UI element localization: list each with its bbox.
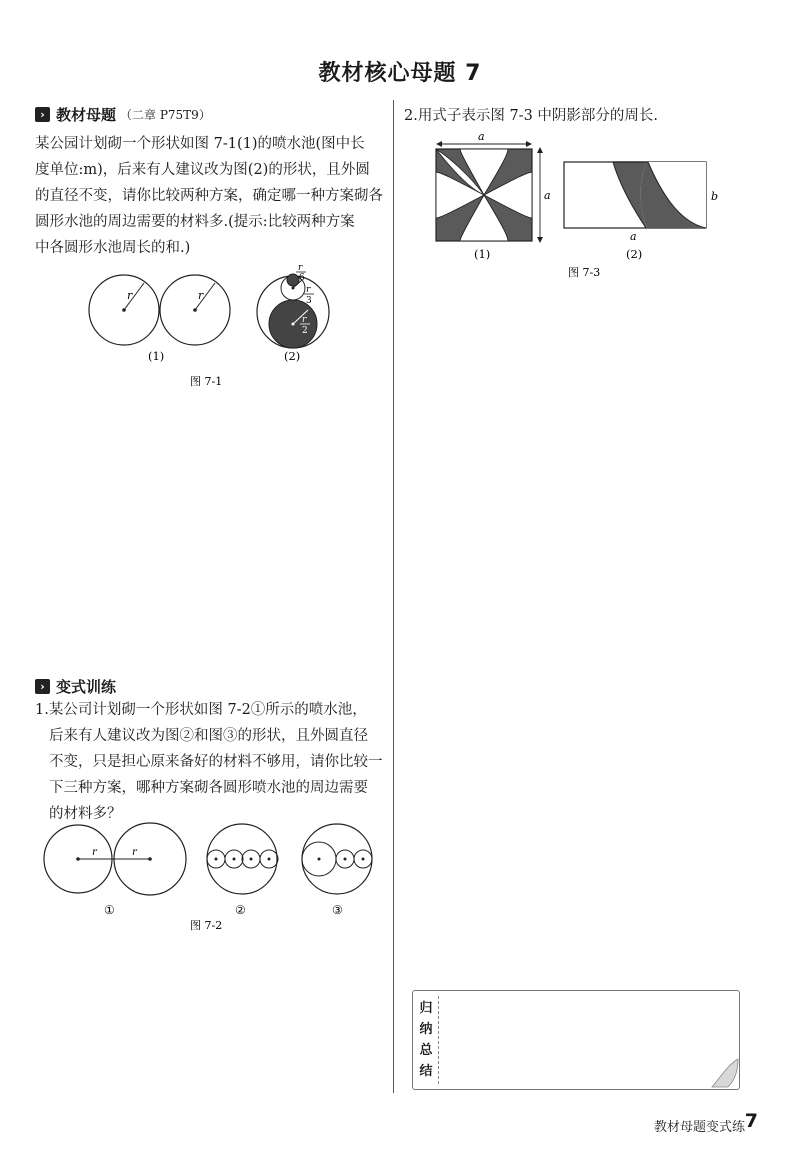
figure-caption: 图 7-2 [190, 919, 223, 932]
figure-sublabel-1: (1) [148, 349, 165, 363]
radius-label: r [127, 289, 133, 302]
radius-r6-denominator: 6 [299, 273, 305, 283]
textbook-problem-text [35, 131, 383, 261]
figure-caption: 图 7-1 [190, 375, 223, 388]
figure-sublabel-2: (2) [626, 247, 643, 261]
figure-sublabel-3: ③ [332, 903, 343, 917]
text-line: 下三种方案，哪种方案砌各圆形喷水池的周边需要 [49, 780, 368, 796]
figure-7-2-part3 [302, 824, 372, 917]
summary-dashed-line [438, 996, 439, 1084]
text-line: 某公园计划砌一个形状如图 7-1(1)的喷水池(图中长 [35, 136, 365, 152]
figure-7-3 [420, 130, 730, 280]
side-label-a-right: a [544, 189, 551, 202]
chevron-right-icon: › [35, 679, 50, 694]
text-line: 度单位:m)，后来有人建议改为图(2)的形状，且外圆 [35, 162, 370, 178]
side-label-b: b [711, 190, 719, 203]
page-number: 7 [744, 1110, 758, 1132]
chapter-reference: （二章 P75T9） [120, 108, 211, 122]
figure-7-2-part2 [207, 824, 278, 917]
summary-label [418, 998, 434, 1082]
radius-label: r [92, 847, 97, 858]
column-divider [393, 100, 394, 1093]
radius-label: r [198, 289, 204, 302]
footer-label: 教材母题变式练 [653, 1120, 745, 1135]
figure-7-1-part1 [89, 275, 230, 363]
figure-sublabel-2: ② [235, 903, 246, 917]
figure-7-1-part2 [257, 265, 329, 363]
radius-r2-numerator: r [302, 315, 307, 325]
summary-label-char: 总 [419, 1043, 433, 1058]
radius-r3-denominator: 3 [306, 296, 312, 306]
summary-label-char: 归 [419, 1001, 433, 1016]
figure-sublabel-1: ① [104, 903, 115, 917]
figure-sublabel-1: (1) [474, 247, 491, 261]
page-curl-icon [706, 1055, 740, 1089]
text-line: 的直径不变，请你比较两种方案，确定哪一种方案砌各 [35, 188, 383, 204]
textbook-problem-heading [35, 104, 211, 125]
text-line: 1.某公司计划砌一个形状如图 7-2①所示的喷水池， [35, 702, 367, 718]
summary-label-char: 纳 [419, 1022, 433, 1037]
question-2-text [404, 103, 658, 129]
text-line: 后来有人建议改为图②和图③的形状，且外圆直径 [49, 728, 368, 744]
variant-heading-label: 变式训练 [56, 678, 117, 696]
textbook-heading-label: 教材母题 [56, 106, 117, 124]
summary-label-char: 结 [419, 1064, 433, 1079]
text-line: 的材料多？ [49, 806, 122, 822]
text-line: 中各圆形水池周长的和.) [35, 240, 191, 256]
side-label-a-bottom: a [630, 230, 637, 243]
page-title: 教材核心母题 7 [318, 61, 482, 86]
radius-r2-denominator: 2 [302, 326, 308, 336]
figure-caption: 图 7-3 [568, 266, 601, 279]
radius-label: r [132, 847, 137, 858]
variant-problem-text [35, 697, 383, 827]
variant-training-heading [35, 676, 116, 697]
figure-7-2 [40, 822, 380, 937]
side-label-a-top: a [478, 130, 485, 143]
figure-7-3-part1 [436, 130, 551, 261]
summary-box [412, 990, 740, 1090]
figure-7-2-part1 [44, 823, 186, 917]
text-line: 圆形水池的周边需要的材料多.(提示:比较两种方案 [35, 214, 355, 230]
figure-7-3-part2 [564, 162, 718, 261]
text-line: 不变，只是担心原来备好的材料不够用，请你比较一 [49, 754, 383, 770]
text-line: 2.用式子表示图 7-3 中阴影部分的周长. [404, 108, 659, 124]
chevron-right-icon: › [35, 107, 50, 122]
figure-7-1 [80, 265, 350, 405]
radius-r6-numerator: r [298, 265, 303, 273]
radius-r3-numerator: r [306, 285, 311, 295]
figure-sublabel-2: (2) [284, 349, 301, 363]
